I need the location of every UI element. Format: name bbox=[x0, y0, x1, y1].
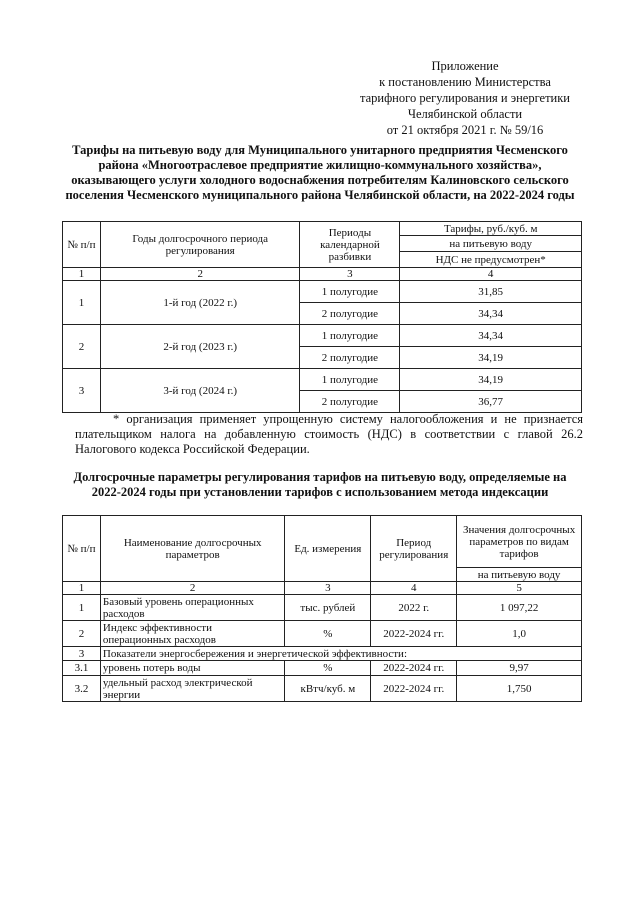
appendix-line: от 21 октября 2021 г. № 59/16 bbox=[386, 123, 544, 137]
appendix-block bbox=[330, 58, 600, 138]
header-periods: Периоды календарной разбивки bbox=[300, 222, 400, 268]
header-water: на питьевую воду bbox=[457, 568, 582, 582]
footnote-text: * организация применяет упрощенную систему налогообложения и не признается плательщиком налога на добавленную стоимость (НДС) в соответствии с главой 26.2 Налогового кодекса Российской Федерации. bbox=[75, 412, 583, 456]
header-num: № п/п bbox=[63, 516, 101, 582]
row-num: 1 bbox=[63, 595, 101, 621]
row-period: 2 полугодие bbox=[300, 391, 400, 413]
row-value: 9,97 bbox=[457, 661, 582, 676]
row-num: 3 bbox=[63, 369, 101, 413]
appendix-line: тарифного регулирования и энергетики bbox=[359, 91, 571, 105]
row-name: Индекс эффективности операционных расходов bbox=[100, 621, 285, 647]
row-value: 34,19 bbox=[400, 369, 582, 391]
col-number: 5 bbox=[457, 582, 582, 595]
row-name: удельный расход электрической энергии bbox=[100, 676, 285, 702]
section-heading: Показатели энергосбережения и энергетической эффективности: bbox=[100, 647, 581, 661]
footnote bbox=[75, 412, 583, 457]
row-name: уровень потерь воды bbox=[100, 661, 285, 676]
tariffs-table bbox=[62, 221, 582, 413]
row-unit: % bbox=[285, 661, 371, 676]
appendix-line: к постановлению Министерства bbox=[379, 75, 551, 89]
row-period: 2022 г. bbox=[371, 595, 457, 621]
row-num: 3 bbox=[63, 647, 101, 661]
appendix-line: Приложение bbox=[431, 59, 499, 73]
header-years: Годы долгосрочного периода регулирования bbox=[100, 222, 300, 268]
header-unit: Ед. измерения bbox=[285, 516, 371, 582]
row-unit: тыс. рублей bbox=[285, 595, 371, 621]
col-number: 4 bbox=[371, 582, 457, 595]
row-name: Базовый уровень операционных расходов bbox=[100, 595, 285, 621]
row-value: 34,34 bbox=[400, 325, 582, 347]
row-value: 34,34 bbox=[400, 303, 582, 325]
header-name: Наименование долгосрочных параметров bbox=[100, 516, 285, 582]
row-year: 1-й год (2022 г.) bbox=[100, 281, 300, 325]
row-value: 31,85 bbox=[400, 281, 582, 303]
row-num: 2 bbox=[63, 325, 101, 369]
row-value: 1 097,22 bbox=[457, 595, 582, 621]
col-number: 1 bbox=[63, 582, 101, 595]
row-year: 2-й год (2023 г.) bbox=[100, 325, 300, 369]
row-value: 1,750 bbox=[457, 676, 582, 702]
row-num: 3.1 bbox=[63, 661, 101, 676]
row-unit: % bbox=[285, 621, 371, 647]
row-period: 1 полугодие bbox=[300, 281, 400, 303]
row-num: 2 bbox=[63, 621, 101, 647]
tariffs-title: Тарифы на питьевую воду для Муниципального унитарного предприятия Чесменского района «Многоотраслевое предприятие жилищно-коммунального хозяйства», оказывающего услуги холодного водоснабжения потребителям Калиновского сельского поселения Чесменского муниципального района Челябинской области, на 2022-2024 годы bbox=[65, 143, 575, 202]
row-period: 1 полугодие bbox=[300, 325, 400, 347]
row-num: 1 bbox=[63, 281, 101, 325]
header-tariff: Тарифы, руб./куб. м bbox=[400, 222, 582, 236]
col-number: 1 bbox=[63, 268, 101, 281]
row-period: 2022-2024 гг. bbox=[371, 621, 457, 647]
row-value: 34,19 bbox=[400, 347, 582, 369]
row-value: 1,0 bbox=[457, 621, 582, 647]
row-value: 36,77 bbox=[400, 391, 582, 413]
row-period: 2 полугодие bbox=[300, 347, 400, 369]
header-period: Период регулирования bbox=[371, 516, 457, 582]
params-title: Долгосрочные параметры регулирования тарифов на питьевую воду, определяемые на 2022-2024 годы при установлении тарифов с использованием метода индексации bbox=[73, 470, 567, 499]
appendix-line: Челябинской области bbox=[407, 107, 523, 121]
row-unit: кВтч/куб. м bbox=[285, 676, 371, 702]
row-period: 2 полугодие bbox=[300, 303, 400, 325]
header-vat: НДС не предусмотрен* bbox=[400, 252, 582, 268]
header-num: № п/п bbox=[63, 222, 101, 268]
header-water: на питьевую воду bbox=[400, 236, 582, 252]
row-num: 3.2 bbox=[63, 676, 101, 702]
col-number: 2 bbox=[100, 582, 285, 595]
row-period: 2022-2024 гг. bbox=[371, 676, 457, 702]
row-period: 1 полугодие bbox=[300, 369, 400, 391]
col-number: 3 bbox=[300, 268, 400, 281]
col-number: 4 bbox=[400, 268, 582, 281]
row-year: 3-й год (2024 г.) bbox=[100, 369, 300, 413]
col-number: 3 bbox=[285, 582, 371, 595]
header-values: Значения долгосрочных параметров по видам тарифов bbox=[457, 516, 582, 568]
col-number: 2 bbox=[100, 268, 300, 281]
params-table bbox=[62, 515, 582, 702]
row-period: 2022-2024 гг. bbox=[371, 661, 457, 676]
